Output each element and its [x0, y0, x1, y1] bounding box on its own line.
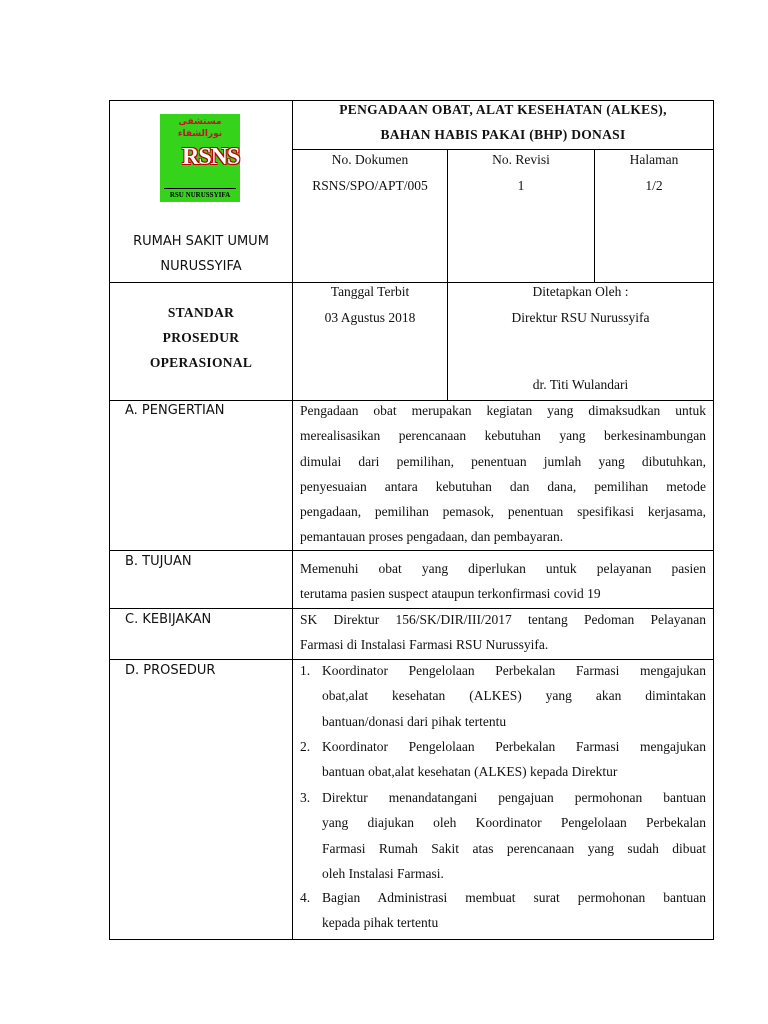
set-by-value: Direktur RSU Nurussyifa: [511, 310, 650, 325]
section-a-line: pemantauan proses pengadaan, dan pembayaran.: [300, 529, 564, 545]
set-by-label: Ditetapkan Oleh :: [532, 284, 629, 299]
procedure-line: Koordinator Pengelolaan Perbekalan Farmasi mengajukan: [322, 739, 706, 754]
revision-label: No. Revisi: [492, 152, 550, 167]
logo-subtitle: RSU NURUSSYIFA: [169, 191, 231, 199]
logo-arabic-text: مستشفى نورالشفاء: [177, 117, 223, 139]
section-a-line: merealisasikan perencanaan kebutuhan yang berkesinambungan: [300, 428, 706, 444]
section-b-label: B. TUJUAN: [125, 554, 192, 569]
procedure-item: [300, 885, 706, 936]
logo-divider: [164, 188, 236, 189]
procedure-item-number: 3.: [300, 790, 311, 805]
section-a-text: [300, 398, 706, 550]
document-title-line1: PENGADAAN OBAT, ALAT KESEHATAN (ALKES),: [339, 102, 667, 117]
procedure-line: kepada pihak tertentu: [322, 915, 439, 931]
document-title-line2: BAHAN HABIS PAKAI (BHP) DONASI: [380, 127, 626, 142]
doc-no-label: No. Dokumen: [331, 152, 409, 167]
sop-label-line2: PROSEDUR: [162, 330, 240, 345]
procedure-line: obat,alat kesehatan (ALKES) yang akan dimintakan: [322, 688, 706, 704]
signatory-name: dr. Titi Wulandari: [532, 377, 629, 392]
procedure-line: Koordinator Pengelolaan Perbekalan Farmasi mengajukan: [322, 663, 706, 678]
hospital-name-line1: RUMAH SAKIT UMUM: [133, 234, 269, 249]
procedure-item-number: 1.: [300, 663, 311, 678]
section-a-line: Pengadaan obat merupakan kegiatan yang dimaksudkan untuk: [300, 403, 706, 418]
issued-date-value: 03 Agustus 2018: [324, 310, 416, 325]
doc-no-value: RSNS/SPO/APT/005: [312, 178, 428, 193]
procedure-item-text: [322, 785, 706, 881]
procedure-item-number: 4.: [300, 890, 311, 905]
procedure-line: Bagian Administrasi membuat surat permohonan bantuan: [322, 890, 706, 905]
page-label: Halaman: [629, 152, 679, 167]
hospital-name-line2: NURUSSYIFA: [160, 259, 242, 274]
procedure-item-number: 2.: [300, 739, 311, 754]
page-value: 1/2: [645, 178, 663, 193]
procedure-line: yang diajukan oleh Koordinator Pengelolaan Perbekalan: [322, 815, 706, 831]
procedure-line: Direktur menandatangani pengajuan permohonan bantuan: [322, 790, 706, 805]
section-b-line: terutama pasien suspect ataupun terkonfirmasi covid 19: [300, 586, 601, 602]
section-a-bottom-divider: [109, 550, 714, 551]
section-b-text: [300, 556, 706, 607]
procedure-item-text: [322, 734, 706, 780]
procedure-line: oleh Instalasi Farmasi.: [322, 865, 444, 881]
issued-date-label: Tanggal Terbit: [330, 284, 410, 299]
section-c-line: Farmasi di Instalasi Farmasi RSU Nurussyifa.: [300, 637, 549, 653]
section-a-line: dimulai dari pemilihan, penentuan jumlah yang dibutuhkan,: [300, 453, 706, 469]
procedure-line: bantuan/donasi dari pihak tertentu: [322, 713, 507, 729]
section-a-line: penyesuaian antara kebutuhan dan dana, pemilihan metode: [300, 478, 706, 494]
procedure-item: [300, 734, 706, 785]
section-c-label: C. KEBIJAKAN: [125, 612, 212, 627]
procedure-item: [300, 658, 706, 734]
procedure-item-text: [322, 885, 706, 931]
section-c-text: [300, 607, 706, 658]
table-border-right: [713, 100, 714, 940]
logo-abbreviation: RSNS: [182, 144, 240, 170]
procedure-item-text: [322, 658, 706, 729]
section-d-label: D. PROSEDUR: [125, 663, 216, 678]
section-a-label: A. PENGERTIAN: [125, 403, 225, 418]
sop-label-line1: STANDAR: [167, 305, 235, 320]
procedure-item: [300, 785, 706, 886]
procedure-line: Farmasi Rumah Sakit atas perencanaan yang sudah dibuat: [322, 840, 706, 856]
revision-value: 1: [517, 178, 525, 193]
section-c-line: SK Direktur 156/SK/DIR/III/2017 tentang Pedoman Pelayanan: [300, 612, 706, 627]
table-border-left: [109, 100, 110, 940]
section-a-line: pengadaan, pemilihan pemasok, penentuan spesifikasi kerjasama,: [300, 504, 706, 520]
section-b-line: Memenuhi obat yang diperlukan untuk pelayanan pasien: [300, 561, 706, 576]
hospital-logo: [160, 114, 240, 202]
sop-label-line3: OPERASIONAL: [149, 355, 253, 370]
table-border-bottom: [109, 939, 714, 940]
procedure-line: bantuan obat,alat kesehatan (ALKES) kepada Direktur: [322, 764, 618, 780]
column-divider: [292, 100, 293, 940]
